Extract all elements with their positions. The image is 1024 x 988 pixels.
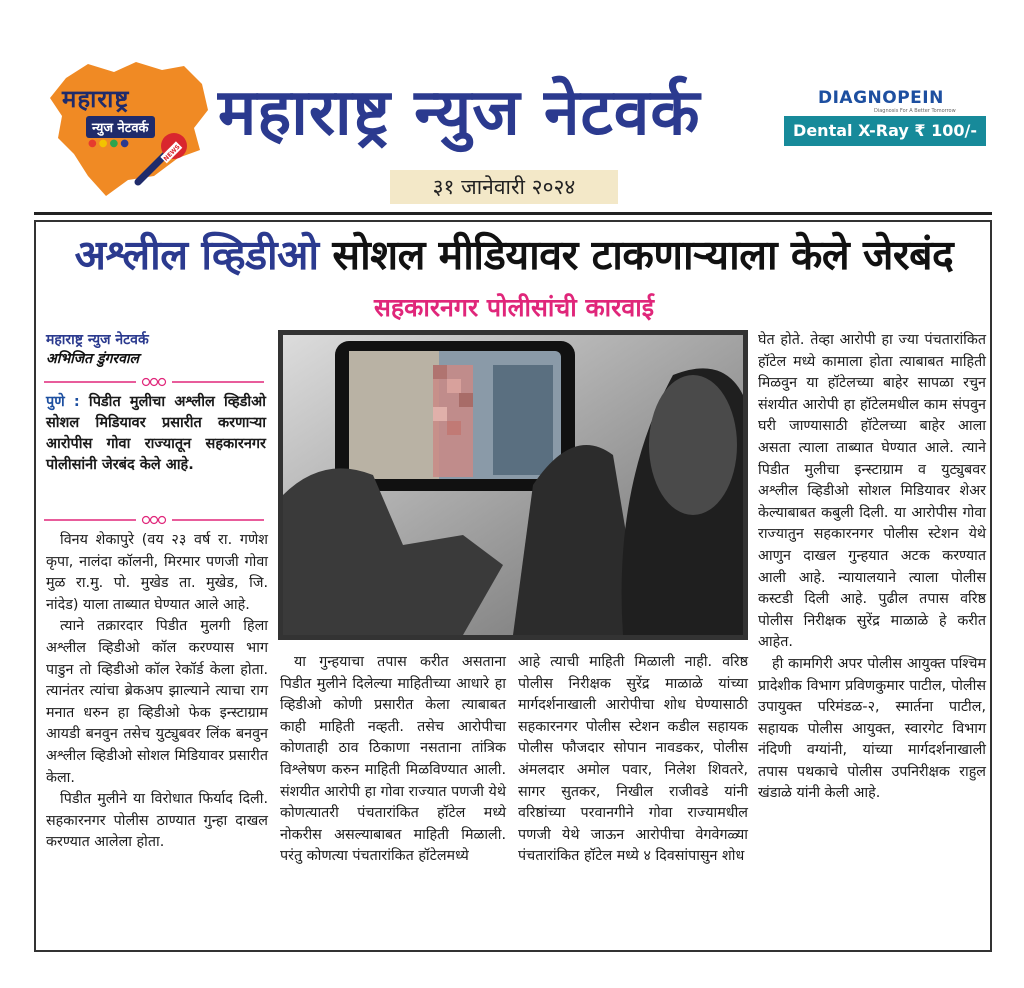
byline [46, 330, 264, 368]
paragraph: विनय शेकापुरे (वय २३ वर्ष रा. गणेश कृपा, नालंदा कॉलनी, मिरमार पणजी गोवा मुळ रा.मु. पो. मुखेड ता. मुखेड, जि. नांदेड) याला ताब्यात घेण्यात आले आहे. [46, 532, 268, 613]
newspaper-logo [44, 58, 214, 198]
microphone-icon [132, 128, 192, 188]
article-column-4 [758, 330, 986, 805]
article-column-1 [46, 530, 268, 854]
byline-org: महाराष्ट्र न्युज नेटवर्क [46, 332, 149, 348]
paragraph: आहे त्याची माहिती मिळाली नाही. वरिष्ठ पोलीस निरीक्षक सुरेंद्र माळाळे यांच्या मार्गदर्शनाखाली आरोपीचा शोध घेण्यासाठी सहकारनगर पोलीस स्टेशन कडील सहायक पोलीस फौजदार सोपान नावडकर, पोलीस अंमलदार अमोल पवार, निलेश शिवतरे, सागर सुतकर, निखील राजीवडे यांनी वरिष्ठांच्या परवानगीने गोवा राज्यामधील पणजी येथे जाऊन आरोपीचा वेगवेगळ्या पंचतारांकित हॉटेल मध्ये ४ दिवसांपासुन शोध [518, 654, 748, 865]
article-column-2 [280, 652, 506, 868]
lead-city: पुणे : [46, 394, 80, 410]
paragraph: या गुन्हयाचा तपास करीत असताना पिडीत मुलीने दिलेल्या माहितीच्या आधारे हा व्हिडीओ कोणी प्रसारीत केला त्याबाबत काही माहिती नव्हती. तसेच आरोपीचा कोणताही ठाव ठिकाणा नसताना तांत्रिक विश्लेषण करुन माहिती मिळविण्यात आली. संशयीत आरोपी हा गोवा राज्यात पणजी येथे कोणत्यातरी पंचतारांकित हॉटेल मध्ये नोकरीस असल्याबाबत माहिती मिळाली. परंतु कोणत्या पंचतारांकित हॉटेलमध्ये [280, 654, 506, 865]
ad-brand: DIAGNOPEIN [818, 88, 944, 108]
paragraph: त्याने तक्रारदार पिडीत मुलगी हिला अश्लील व्हिडीओ कॉल करण्यास भाग पाडुन तो व्हिडीओ कॉल रेकॉर्ड केला होता. त्यानंतर त्यांचा ब्रेकअप झाल्याने त्याचा राग मनात धरुन हा व्हिडीओ फेक इन्स्टाग्राम आयडी बनवुन तसेच युट्युबवर लिंक बनवुन अश्लील व्हिडीओ सोशल मिडियावर प्रसारीत केला. [46, 618, 268, 786]
masthead [0, 0, 1024, 215]
issue-date: ३१ जानेवारी २०२४ [390, 170, 618, 204]
headline-part-2: सोशल मीडियावर टाकणाऱ्याला केले जेरबंद [332, 231, 954, 279]
mic-badge-label: NEWS [162, 143, 182, 163]
ad-tagline: Diagnosis For A Better Tomorrow [874, 108, 956, 114]
lead-paragraph [46, 392, 266, 476]
ad-offer: Dental X-Ray ₹ 100/- [784, 116, 986, 146]
divider-rule [34, 212, 992, 215]
paragraph: घेत होते. तेव्हा आरोपी हा ज्या पंचतारांकित हॉटेल मध्ये कामाला होता त्याबाबत माहिती मिळवुन या हॉटेलच्या बाहेर सापळा रचुन संशयीत आरोपी हा हॉटेलमधील काम संपवुन घरी जाण्यासाठी हॉटेलच्या बाहेर आला असता त्याला ताब्यात घेण्यात आले. त्याने पिडीत मुलीचा इन्स्टाग्राम व युट्युबवर अश्लील व्हिडीओ सोशल मिडियावर शेअर केल्याबाबत कबुली दिली. या आरोपीस गोवा राज्यातुन सहकारनगर पोलीस स्टेशन येथे आणुन दाखल गुन्हयात अटक करण्यात आली आहे. न्यायालयाने त्याला पोलीस कस्टडी दिली आहे. पुढील तपास वरिष्ठ पोलीस निरीक्षक सुरेंद्र माळाळे हे करीत आहेत. [758, 332, 986, 651]
headline-part-1: अश्लील व्हिडीओ [74, 231, 319, 279]
ornament-divider-icon [44, 514, 264, 526]
logo-title: महाराष्ट्र [62, 85, 130, 113]
logo-subtitle: न्युज नेटवर्क [86, 116, 155, 138]
article-column-3 [518, 652, 748, 868]
byline-author: अभिजित डुंगरवाल [46, 351, 140, 367]
advertisement[interactable] [784, 88, 986, 148]
phone-photo-illustration [283, 335, 743, 635]
article-subheadline: सहकारनगर पोलीसांची कारवाई [373, 293, 655, 322]
newspaper-title: महाराष्ट्र न्युज नेटवर्क [218, 76, 701, 150]
logo-dots: ●●●● [88, 138, 131, 149]
article-photo [278, 330, 748, 640]
ornament-divider-icon [44, 376, 264, 388]
lead-text: पिडीत मुलीचा अश्लील व्हिडीओ सोशल मिडियावर प्रसारीत करणाऱ्या आरोपीस गोवा राज्यातून सहकारनगर पोलीसांनी जेरबंद केले आहे. [46, 394, 266, 473]
paragraph: पिडीत मुलीने या विरोधात फिर्याद दिली. सहकारनगर पोलीस ठाण्यात गुन्हा दाखल करण्यात आलेला होता. [46, 791, 268, 851]
article-headline [40, 226, 988, 282]
paragraph: ही कामगिरी अपर पोलीस आयुक्त पश्चिम प्रादेशीक विभाग प्रविणकुमार पाटील, पोलीस उपायुक्त परिमंडळ-२, स्मार्तना पाटील, सहायक पोलीस आयुक्त, स्वारगेट विभाग नंदिणी वग्यांनी, यांच्या मार्गदर्शनाखाली तपास पथकाचे पोलीस उपनिरीक्षक राहुल खंडाळे यांनी केली आहे. [758, 655, 986, 802]
